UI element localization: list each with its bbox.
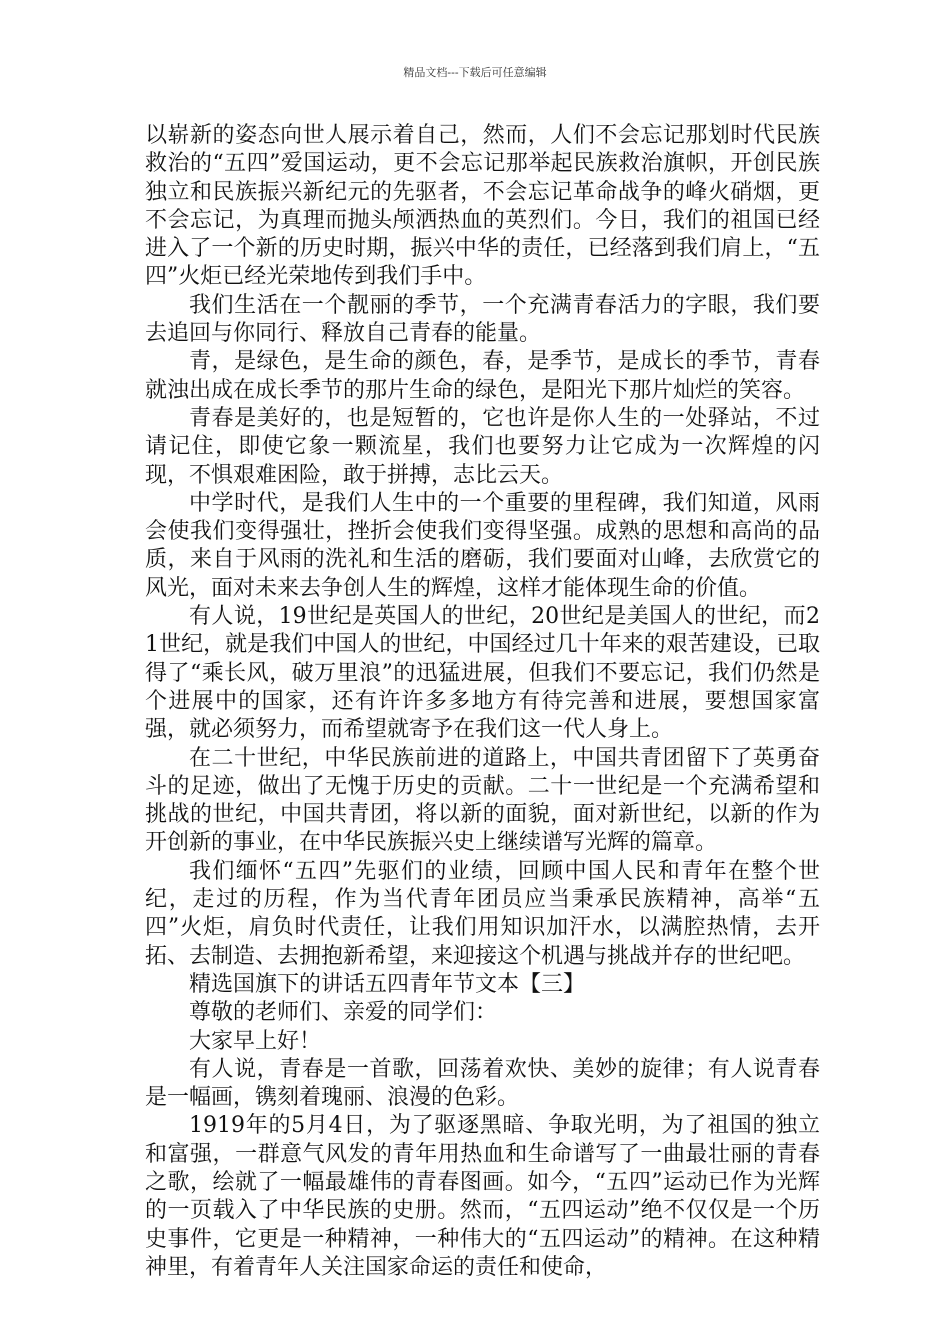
paragraph: 青春是美好的，也是短暂的，它也许是你人生的一处驿站，不过请记住，即使它象一颗流星，我们也要努力让它成为一次辉煌的闪现，不惧艰难困险，敢于拼搏，志比云天。 (145, 405, 820, 488)
paragraph: 中学时代，是我们人生中的一个重要的里程碑，我们知道，风雨会使我们变得强壮，挫折会使我们变得坚强。成熟的思想和高尚的品质，来自于风雨的洗礼和生活的磨砺，我们要面对山峰，去欣赏它的风光，面对未来去争创人生的辉煌，这样才能体现生命的价值。 (145, 490, 820, 601)
paragraph: 我们缅怀“五四”先驱们的业绩，回顾中国人民和青年在整个世纪，走过的历程，作为当代青年团员应当秉承民族精神，高举“五四”火炬，肩负时代责任，让我们用知识加汗水，以满腔热情，去开拓、去制造、去拥抱新希望，来迎接这个机遇与挑战并存的世纪吧。 (145, 858, 820, 969)
document-body (145, 122, 820, 1282)
section-heading: 精选国旗下的讲话五四青年节文本【三】 (189, 971, 586, 997)
paragraph: 有人说，19世纪是英国人的世纪，20世纪是美国人的世纪，而21世纪，就是我们中国人的世纪，中国经过几十年来的艰苦建设，已取得了“乘长风，破万里浪”的迅猛进展，但我们不要忘记，我们仍然是个进展中的国家，还有许许多多地方有待完善和进展，要想国家富强，就必须努力，而希望就寄予在我们这一代人身上。 (145, 604, 820, 743)
salutation: 尊敬的老师们、亲爱的同学们： (189, 1000, 498, 1026)
paragraph: 1919年的5月4日，为了驱逐黑暗、争取光明，为了祖国的独立和富强，一群意气风发的青年用热血和生命谱写了一曲最壮丽的青春之歌，绘就了一幅最雄伟的青春图画。如今，“五四”运动已作为光辉的一页载入了中华民族的史册。然而，“五四运动”绝不仅仅是一个历史事件，它更是一种精神，一种伟大的“五四运动”的精神。在这种精神里，有着青年人关注国家命运的责任和使命， (145, 1113, 820, 1280)
paragraph: 我们生活在一个靓丽的季节，一个充满青春活力的字眼，我们要去追回与你同行、释放自己青春的能量。 (145, 292, 820, 347)
paragraph: 有人说，青春是一首歌，回荡着欢快、美妙的旋律；有人说青春是一幅画，镌刻着瑰丽、浪漫的色彩。 (145, 1056, 820, 1111)
paragraph: 在二十世纪，中华民族前进的道路上，中国共青团留下了英勇奋斗的足迹，做出了无愧于历史的贡献。二十一世纪是一个充满希望和挑战的世纪，中国共青团，将以新的面貌，面对新世纪，以新的作为开创新的事业，在中华民族振兴史上继续谱写光辉的篇章。 (145, 745, 820, 856)
page-header: 精品文档---下载后可任意编辑 (403, 66, 547, 79)
paragraph: 青，是绿色，是生命的颜色，春，是季节，是成长的季节，青春就浊出成在成长季节的那片生命的绿色，是阳光下那片灿烂的笑容。 (145, 349, 820, 403)
paragraph: 以崭新的姿态向世人展示着自己，然而，人们不会忘记那划时代民族救治的“五四”爱国运动，更不会忘记那举起民族救治旗帜，开创民族独立和民族振兴新纪元的先驱者，不会忘记革命战争的峰火硝烟，更不会忘记，为真理而抛头颅洒热血的英烈们。今日，我们的祖国已经进入了一个新的历史时期，振兴中华的责任，已经落到我们肩上，“五四”火炬已经光荣地传到我们手中。 (145, 123, 820, 290)
greeting: 大家早上好！ (189, 1028, 322, 1054)
